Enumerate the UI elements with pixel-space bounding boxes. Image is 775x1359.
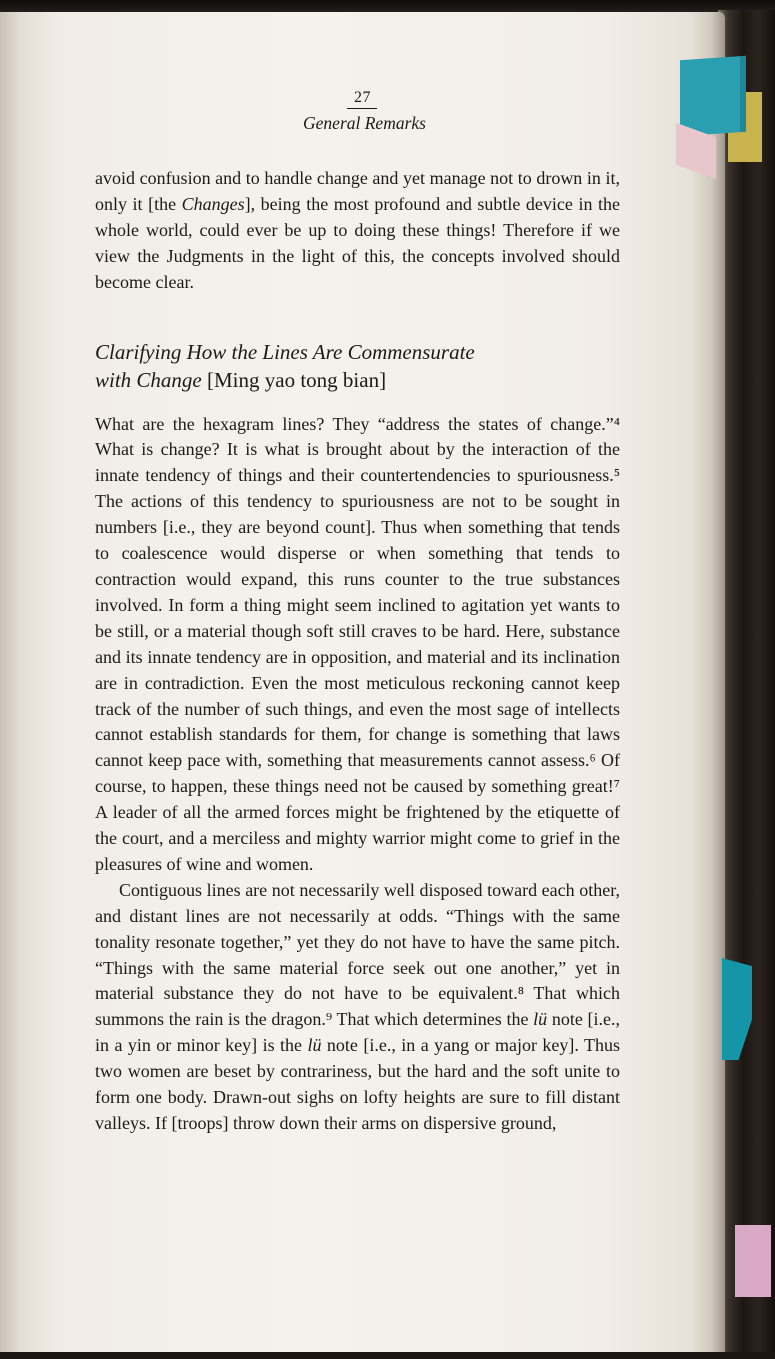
paragraph-3-text-c: note [i.e., in a yang or major key]. Thus two women are beset by contrariness, but the hard and the soft unite to form one body. Drawn-out sighs on lofty heights are sure to fill distant valleys. If [troops] throw down their arms on dispersive ground, xyxy=(95,1035,621,1133)
sticky-tab-teal-top xyxy=(680,56,746,137)
section-heading xyxy=(95,338,620,394)
paragraph-3 xyxy=(95,878,620,1137)
section-heading-line-1: Clarifying How the Lines Are Commensurate xyxy=(95,339,475,364)
paragraph-2: What are the hexagram lines? They “address the states of change.”⁴ What is change? It is what is brought about by the interaction of the innate tendency of things and their countertendencies to spuriousness.⁵ The actions of this tendency to spuriousness are not to be sought in numbers [i.e., they are beyond count]. Thus when something that tends to coalescence would disperse or when something that tends to contraction would expand, this runs counter to the true substances involved. In form a thing might seem inclined to agitation yet wants to be still, or a material though soft still craves to be hard. Here, substance and its innate tendency are in opposition, and material and its inclination are in contradiction. Even the most meticulous reckoning cannot keep track of the number of such things, and even the most sage of intellects cannot establish standards for them, for change is something that laws cannot keep pace with, something that measurements cannot assess.⁶ Of course, to happen, these things need not be caused by something great!⁷ A leader of all the armed forces might be frightened by the etiquette of the court, and a merciless and mighty warrior might come to grief in the pleasures of wine and women. xyxy=(95,413,620,874)
book-page-edges xyxy=(718,10,775,1359)
page-content xyxy=(95,88,620,1137)
paragraph-3-italic-1: lü xyxy=(533,1009,548,1030)
section-heading-italic: with Change xyxy=(95,367,202,392)
page-number: 27 xyxy=(354,89,371,106)
paragraph-3-text-b: note [i.e., in a yin or minor key] is the xyxy=(95,1009,620,1056)
paragraph-1-text-b: ], being the most profound and subtle device in the whole world, could ever be up to doing these things! Therefore if we view the Judgments in the light of this, the concepts involved should become clear. xyxy=(95,193,620,292)
page-number-rule xyxy=(347,108,377,109)
section-heading-line-2 xyxy=(95,366,620,394)
section-heading-roman: [Ming yao tong bian] xyxy=(201,367,387,392)
paragraph-1 xyxy=(95,166,620,296)
sticky-tab-pink-bottom xyxy=(735,1225,771,1297)
paragraph-3-text-a: Contiguous lines are not necessarily well disposed toward each other, and distant lines are not necessarily at odds. “Things with the same tonality resonate together,” yet they do not have to have the same pitch. “Things with the same material force seek out one another,” yet in material substance they do not have to be equivalent.⁸ That which summons the rain is the dragon.⁹ That which determines the xyxy=(95,879,620,1030)
paragraph-3-italic-2: lü xyxy=(307,1035,322,1056)
running-head: General Remarks xyxy=(303,113,426,133)
book-bottom-edge xyxy=(0,1352,775,1359)
paragraph-1-italic: Changes xyxy=(181,193,245,214)
paragraph-1-text-a: avoid confusion and to handle change and yet manage not to drown in it, only it [the xyxy=(95,168,620,214)
